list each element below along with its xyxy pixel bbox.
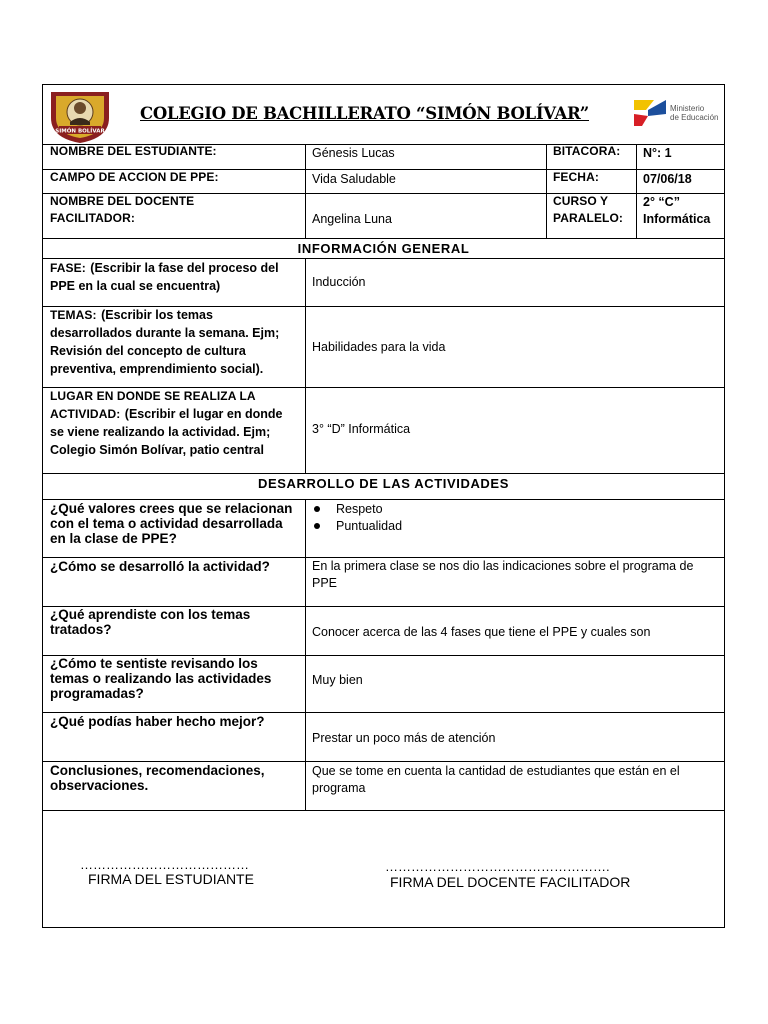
fecha-value: 07/06/18 — [643, 172, 692, 186]
question-feeling: ¿Cómo te sentiste revisando los temas o realizando las actividades programadas? — [50, 656, 272, 701]
temas-cell — [50, 306, 298, 378]
teacher-signature-label: FIRMA DEL DOCENTE FACILITADOR — [390, 874, 631, 890]
answer-development: En la primera clase se nos dio las indicaciones sobre el programa de PPE — [312, 559, 694, 590]
ministry-line1: Ministerio — [670, 104, 705, 113]
fase-label: FASE: — [50, 261, 86, 275]
lugar-value: 3° “D” Informática — [312, 422, 411, 436]
docente-label: NOMBRE DEL DOCENTE FACILITADOR: — [50, 194, 195, 225]
answer-feeling: Muy bien — [312, 673, 363, 687]
fase-hint: (Escribir la fase del proceso del PPE en la cual se encuentra) — [50, 261, 279, 293]
bullet-icon — [314, 506, 320, 512]
student-signature-label: FIRMA DEL ESTUDIANTE — [88, 871, 254, 887]
lugar-label: LUGAR EN DONDE SE REALIZA LA ACTIVIDAD: — [50, 389, 256, 421]
question-learned: ¿Qué aprendiste con los temas tratados? — [50, 607, 251, 637]
question-values: ¿Qué valores crees que se relacionan con el tema o actividad desarrollada en la clase de PPE? — [50, 501, 293, 546]
question-development: ¿Cómo se desarrolló la actividad? — [50, 559, 270, 574]
campo-value: Vida Saludable — [312, 172, 396, 186]
list-item: Respeto — [312, 501, 402, 518]
fase-cell — [50, 259, 298, 295]
teacher-signature-line: ……………………………………………. — [385, 859, 610, 874]
temas-hint: (Escribir los temas desarrollados durante la semana. Ejm; Revisión del concepto de cultura preventiva, emprendimiento social). — [50, 308, 280, 376]
question-conclusions: Conclusiones, recomendaciones, observaciones. — [50, 763, 265, 793]
seal-text: SIMÓN BOLÍVAR — [55, 128, 105, 135]
lugar-cell — [50, 387, 298, 459]
bitacora-label: BITACORA: — [553, 144, 621, 158]
answer-learned: Conocer acerca de las 4 fases que tiene el PPE y cuales son — [312, 625, 651, 639]
bullet-icon — [314, 523, 320, 529]
student-signature-line: ………………………………… — [80, 857, 249, 872]
ministry-line2: de Educación — [670, 113, 719, 122]
school-title: COLEGIO DE BACHILLERATO “SIMÓN BOLÍVAR” — [140, 104, 589, 123]
values-list — [312, 501, 402, 535]
curso-label: CURSO Y PARALELO: — [553, 194, 624, 225]
campo-label: CAMPO DE ACCION DE PPE: — [50, 170, 219, 184]
activities-section-title: DESARROLLO DE LAS ACTIVIDADES — [258, 476, 509, 491]
question-improve: ¿Qué podías haber hecho mejor? — [50, 714, 265, 729]
bitacora-value: N°: 1 — [643, 146, 672, 160]
general-section-title: INFORMACIÓN GENERAL — [297, 241, 470, 256]
fase-value: Inducción — [312, 275, 366, 289]
temas-value: Habilidades para la vida — [312, 340, 446, 354]
student-name-value: Génesis Lucas — [312, 146, 395, 160]
student-name-label: NOMBRE DEL ESTUDIANTE: — [50, 144, 217, 158]
curso-value: 2° “C” Informática — [643, 195, 711, 226]
fecha-label: FECHA: — [553, 170, 599, 184]
temas-label: TEMAS: — [50, 308, 97, 322]
answer-improve: Prestar un poco más de atención — [312, 731, 496, 745]
lugar-hint: (Escribir el lugar en donde se viene realizando la actividad. Ejm; Colegio Simón Bolívar, patio central — [50, 407, 283, 457]
docente-value: Angelina Luna — [312, 212, 392, 226]
list-item: Puntualidad — [312, 518, 402, 535]
answer-conclusions: Que se tome en cuenta la cantidad de estudiantes que están en el programa — [312, 764, 680, 795]
